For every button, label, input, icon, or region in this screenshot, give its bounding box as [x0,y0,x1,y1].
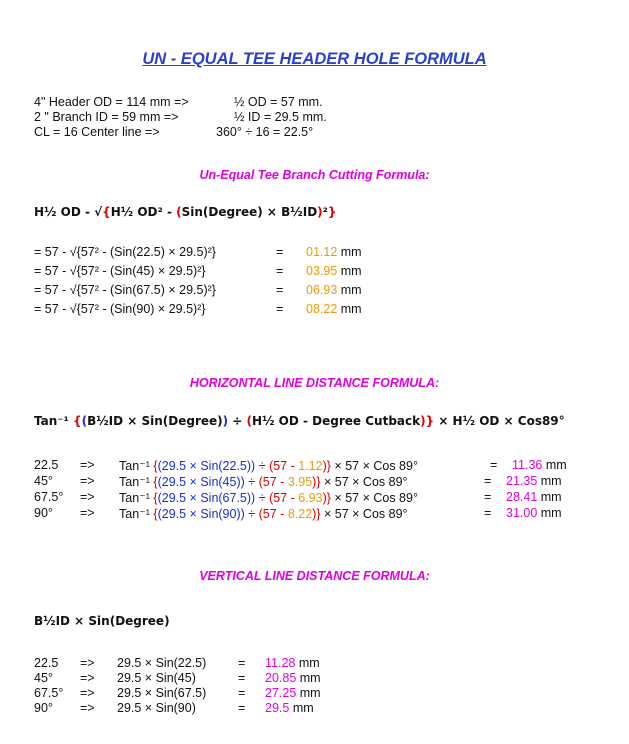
row-expression [119,490,418,505]
cutback-open: (57 - [258,507,288,521]
row-arrow: => [80,701,95,715]
result-unit: mm [340,302,362,316]
row-equals: = [484,474,492,488]
calc-row-result [306,245,362,259]
given-center-line: CL = 16 Center line => [34,125,160,139]
result-unit: mm [298,656,320,670]
result-value: 03.95 [306,264,338,278]
result-value: 29.5 [265,701,290,715]
row-equals: = [484,490,492,504]
row-degree: 67.5° [34,490,64,504]
row-result [265,701,314,715]
formula-paren: ( [246,414,253,428]
bracket-open-icon: { [153,475,158,489]
row-result [506,506,562,520]
given-half-od: ½ OD = 57 mm. [234,95,323,109]
result-value: 21.35 [506,474,538,488]
given-angle: 360° ÷ 16 = 22.5° [216,125,314,139]
bracket-open-icon: { [153,459,158,473]
result-value: 06.93 [306,283,338,297]
calc-row-expression: = 57 - √{57² - (Sin(90) × 29.5)²} [34,302,206,316]
result-unit: mm [340,264,362,278]
row-rest: × 57 × Cos 89° [324,475,408,489]
row-expression [119,458,418,473]
cutback-open: (57 - [269,491,299,505]
bracket-close-icon: )} [312,507,321,521]
formula-paren: ) [317,205,323,219]
calc-row-expression: = 57 - √{57² - (Sin(22.5) × 29.5)²} [34,245,216,259]
formula-part: ÷ [228,414,247,428]
formula-part: Tan⁻¹ [34,414,74,428]
section-heading-vertical: VERTICAL LINE DISTANCE FORMULA: [199,569,430,583]
row-arrow: => [80,490,95,504]
formula-part: Sin(Degree) × B½ID [181,205,318,219]
tan-inverse: Tan⁻¹ [119,491,150,505]
row-result [265,656,320,670]
row-equals: = [238,701,246,715]
cutback-open: (57 - [269,459,299,473]
row-expression: 29.5 × Sin(90) [117,701,196,715]
calc-row-equals: = [276,264,284,278]
bracket-close-icon: )} [322,459,331,473]
result-unit: mm [292,701,314,715]
row-rest: × 57 × Cos 89° [334,459,418,473]
result-unit: mm [299,671,321,685]
row-result [506,490,562,504]
bracket-close-icon: )} [322,491,331,505]
horizontal-formula [34,414,565,428]
cutback-value: 3.95 [287,475,313,489]
calc-row-result [306,283,362,297]
formula-paren: ( [81,414,88,428]
sin-term: (29.5 × Sin(90)) [157,507,245,521]
result-value: 28.41 [506,490,538,504]
bracket-open-icon: { [153,507,158,521]
row-arrow: => [80,506,95,520]
vertical-formula: B½ID × Sin(Degree) [34,614,170,628]
result-unit: mm [299,686,321,700]
result-unit: mm [340,283,362,297]
result-value: 27.25 [265,686,297,700]
formula-part: H½ OD - √ [34,205,103,219]
sin-term: (29.5 × Sin(22.5)) [157,459,256,473]
row-degree: 90° [34,701,53,715]
given-header-od: 4" Header OD = 114 mm => [34,95,189,109]
row-result [265,671,321,685]
row-expression: 29.5 × Sin(45) [117,671,196,685]
result-value: 11.36 [512,458,543,472]
calc-row-equals: = [276,245,284,259]
formula-paren: ) [420,414,426,428]
row-rest: × 57 × Cos 89° [324,507,408,521]
cutback-value: 6.93 [298,491,323,505]
calc-row-expression: = 57 - √{57² - (Sin(67.5) × 29.5)²} [34,283,216,297]
calc-row-result [306,302,362,316]
result-value: 11.28 [265,656,296,670]
calc-row-equals: = [276,302,284,316]
result-unit: mm [545,458,567,472]
tan-inverse: Tan⁻¹ [119,475,150,489]
row-degree: 45° [34,671,53,685]
divide-sign: ÷ [258,491,266,505]
result-unit: mm [540,490,562,504]
formula-paren: ) [222,414,229,428]
row-result [512,458,567,472]
row-rest: × 57 × Cos 89° [334,491,418,505]
row-expression: 29.5 × Sin(67.5) [117,686,207,700]
formula-bracket: } [327,205,337,219]
formula-part: B½ID × Sin(Degree) [87,414,223,428]
bracket-open-icon: { [153,491,158,505]
result-value: 01.12 [306,245,338,259]
row-degree: 22.5 [34,656,59,670]
row-arrow: => [80,656,95,670]
formula-bracket: { [73,414,82,428]
result-unit: mm [340,245,362,259]
divide-sign: ÷ [248,507,256,521]
result-value: 20.85 [265,671,297,685]
formula-part: ² [322,205,328,219]
result-value: 08.22 [306,302,338,316]
row-degree: 67.5° [34,686,64,700]
tan-inverse: Tan⁻¹ [119,459,150,473]
row-result [265,686,321,700]
formula-bracket: { [102,205,111,219]
given-half-id: ½ ID = 29.5 mm. [234,110,327,124]
row-equals: = [238,671,246,685]
row-degree: 90° [34,506,53,520]
row-arrow: => [80,686,95,700]
tan-inverse: Tan⁻¹ [119,507,150,521]
cutback-value: 1.12 [298,459,323,473]
result-unit: mm [540,474,562,488]
formula-part: × H½ OD × Cos89° [434,414,565,428]
section-heading-horizontal: HORIZONTAL LINE DISTANCE FORMULA: [189,376,440,390]
divide-sign: ÷ [248,475,256,489]
row-arrow: => [80,474,95,488]
result-value: 31.00 [506,506,538,520]
given-branch-id: 2 " Branch ID = 59 mm => [34,110,179,124]
row-equals: = [238,656,246,670]
row-expression [119,506,408,521]
sin-term: (29.5 × Sin(45)) [157,475,245,489]
cutback-value: 8.22 [287,507,313,521]
calc-row-equals: = [276,283,284,297]
divide-sign: ÷ [258,459,266,473]
bracket-close-icon: )} [312,475,321,489]
calc-row-result [306,264,362,278]
row-equals: = [484,506,492,520]
page-title: UN - EQUAL TEE HEADER HOLE FORMULA [142,50,487,68]
formula-paren: ( [176,205,182,219]
calc-row-expression: = 57 - √{57² - (Sin(45) × 29.5)²} [34,264,206,278]
section-heading-branch-cutting: Un-Equal Tee Branch Cutting Formula: [199,168,430,182]
formula-part: H½ OD - Degree Cutback [252,414,421,428]
result-unit: mm [540,506,562,520]
branch-cutting-formula [34,205,336,219]
row-arrow: => [80,671,95,685]
sin-term: (29.5 × Sin(67.5)) [157,491,256,505]
row-expression [119,474,408,489]
formula-bracket: } [425,414,435,428]
row-expression: 29.5 × Sin(22.5) [117,656,207,670]
row-degree: 22.5 [34,458,59,472]
row-equals: = [490,458,498,472]
row-result [506,474,562,488]
row-equals: = [238,686,246,700]
row-degree: 45° [34,474,53,488]
row-arrow: => [80,458,95,472]
formula-part: H½ OD² - [110,205,177,219]
cutback-open: (57 - [258,475,288,489]
